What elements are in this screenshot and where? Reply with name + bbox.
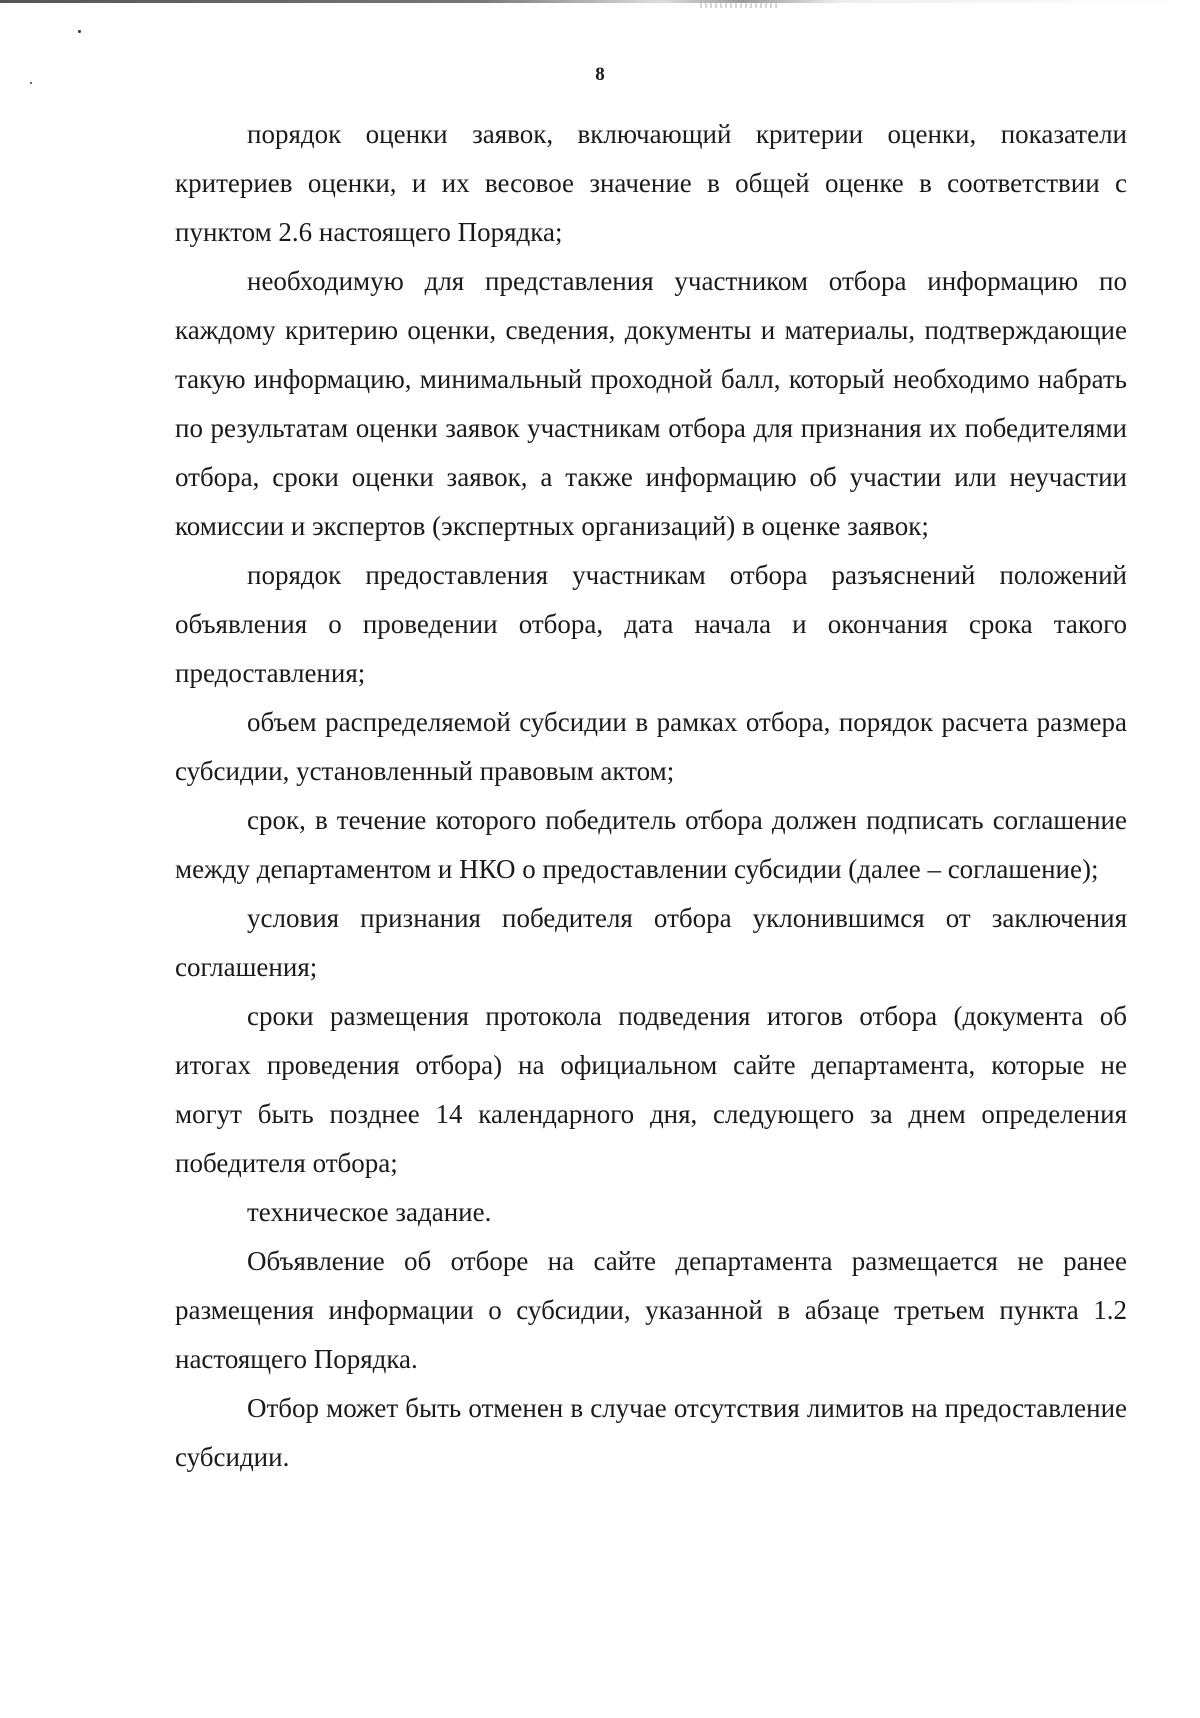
- paragraph: Объявление об отборе на сайте департамента размещается не ранее размещения информации о субсидии, указанной в абзаце третьем пункта 1.2 настоящего Порядка.: [175, 1246, 1127, 1374]
- page-number: 8: [595, 64, 605, 85]
- paragraph: порядок оценки заявок, включающий критерии оценки, показатели критериев оценки, и их весовое значение в общей оценке в соответствии с пунктом 2.6 настоящего Порядка;: [175, 119, 1127, 247]
- scan-speck: [78, 30, 81, 33]
- scan-smudge: [700, 2, 780, 8]
- paragraph: объем распределяемой субсидии в рамках отбора, порядок расчета размера субсидии, установленный правовым актом;: [175, 707, 1127, 786]
- paragraph: порядок предоставления участникам отбора разъяснений положений объявления о проведении отбора, дата начала и окончания срока такого предоставления;: [175, 560, 1127, 688]
- paragraph: Отбор может быть отменен в случае отсутствия лимитов на предоставление субсидии.: [175, 1393, 1127, 1472]
- paragraph: техническое задание.: [247, 1197, 492, 1227]
- paragraph: необходимую для представления участником отбора информацию по каждому критерию оценки, сведения, документы и материалы, подтверждающие такую информацию, минимальный проходной балл, который необходимо набрать по результатам оценки заявок участникам отбора для признания их победителями отбора, сроки оценки заявок, а также информацию об участии или неучастии комиссии и экспертов (экспертных организаций) в оценке заявок;: [175, 266, 1127, 541]
- scan-top-edge: [0, 0, 1200, 3]
- paragraph: срок, в течение которого победитель отбора должен подписать соглашение между департаментом и НКО о предоставлении субсидии (далее – соглашение);: [175, 805, 1127, 884]
- paragraph: условия признания победителя отбора уклонившимся от заключения соглашения;: [175, 903, 1127, 982]
- paragraph: сроки размещения протокола подведения итогов отбора (документа об итогах проведения отбора) на официальном сайте департамента, которые не могут быть позднее 14 календарного дня, следующего за днем определения победителя отбора;: [175, 1001, 1127, 1178]
- document-body: [175, 110, 1127, 1482]
